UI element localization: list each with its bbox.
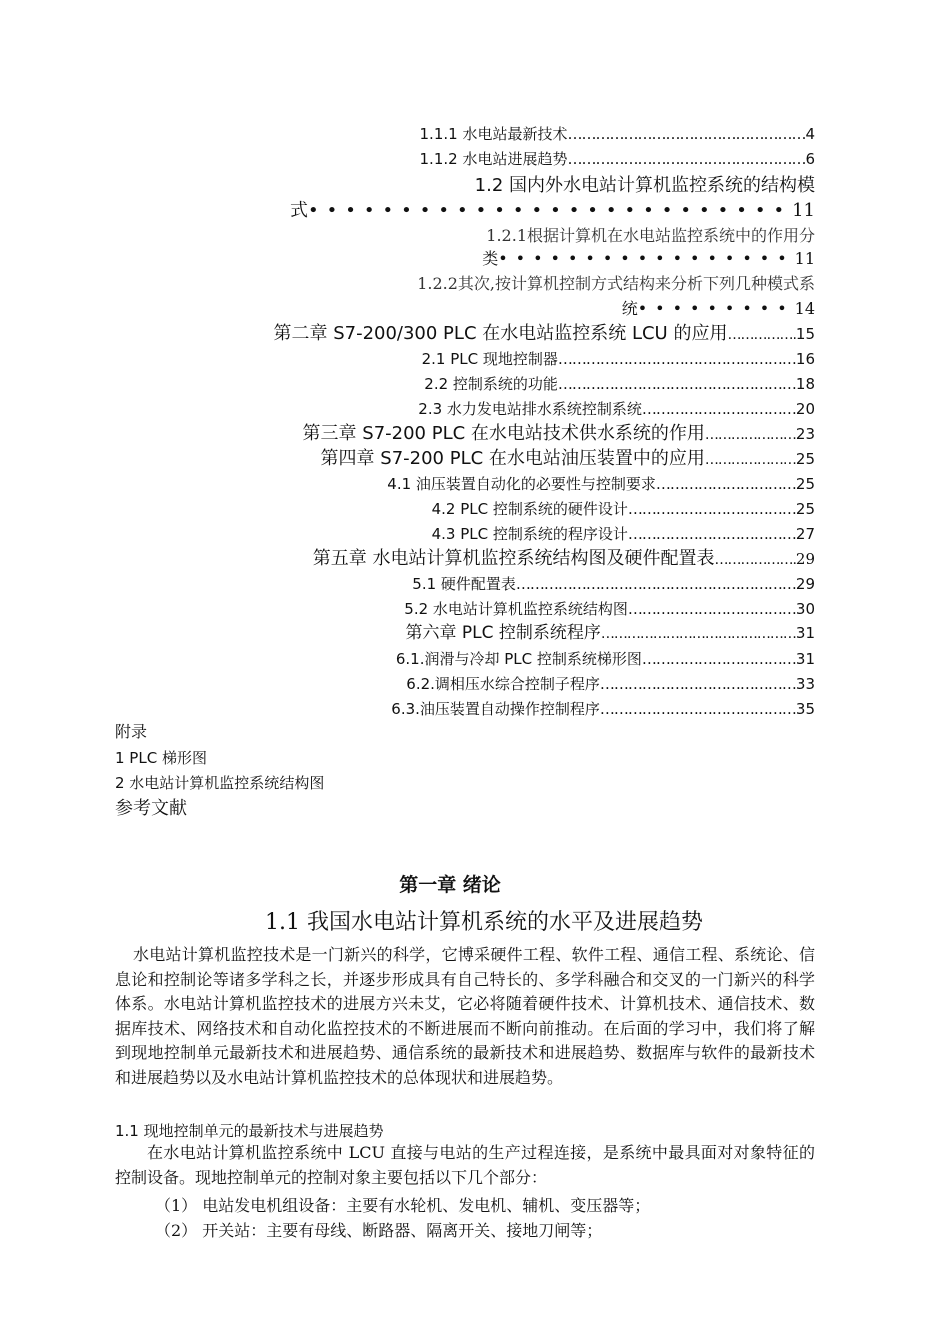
toc-entry-title: 5.1 硬件配置表 xyxy=(412,575,516,593)
toc-leader-dots: …………………………… xyxy=(641,650,796,668)
toc-leader-dots: …………………………………………… xyxy=(567,150,806,168)
toc-page-number: 11 xyxy=(794,249,815,268)
toc-page-number: 29 xyxy=(795,575,815,593)
toc-entry[interactable] xyxy=(404,599,815,619)
toc-entry[interactable] xyxy=(396,649,815,669)
toc-leader-dots: •••••••••••••••••••••••••• xyxy=(308,200,793,221)
subsection-paragraph: 在水电站计算机监控系统中 LCU 直接与电站的生产过程连接，是系统中最具面对对象特征的控制设备。现地控制单元的控制对象主要包括以下几个部分： xyxy=(115,1143,815,1187)
toc-chapter-entry[interactable] xyxy=(313,547,815,572)
toc-leader-dots: ••••••••••••••••• xyxy=(498,249,795,268)
toc-entry[interactable] xyxy=(412,574,815,594)
list-item: （1） 电站发电机组设备：主要有水轮机、发电机、辅机、变压器等； xyxy=(155,1196,651,1215)
toc-entry-title: 4.3 PLC 控制系统的程序设计 xyxy=(431,525,628,543)
toc-leader-dots: …………………………………………… xyxy=(557,350,796,368)
toc-leader-dots: ……………………………… xyxy=(627,500,796,518)
toc-page-number: 33 xyxy=(795,675,815,693)
toc-page-number: 23 xyxy=(795,425,815,443)
toc-entry[interactable] xyxy=(432,499,815,519)
toc-entry-title: 6.3.油压装置自动操作控制程序 xyxy=(391,700,600,718)
toc-page-number: 31 xyxy=(795,624,815,642)
toc-entry-title: 类 xyxy=(482,249,499,268)
toc-leader-dots: ……………. xyxy=(727,327,796,343)
toc-chapter-entry[interactable] xyxy=(303,422,815,447)
toc-entry-title: 统 xyxy=(621,299,638,318)
toc-entry-title: 第三章 S7-200 PLC 在水电站技术供水系统的作用 xyxy=(302,423,705,444)
toc-entry[interactable] xyxy=(420,124,815,144)
toc-leader-dots: …………………………………………………… xyxy=(515,575,796,593)
toc-leader-dots: ………………………… xyxy=(655,475,796,493)
appendix-item[interactable]: 1 PLC 梯形图 xyxy=(115,749,207,767)
list-item: （2） 开关站：主要有母线、断路器、隔离开关、接地刀闸等； xyxy=(155,1221,603,1240)
toc-entry[interactable] xyxy=(420,149,815,169)
toc-entry-title: 6.2.调相压水综合控制子程序 xyxy=(406,675,600,693)
toc-leader-dots: ………………… xyxy=(704,427,796,443)
toc-entry-continued[interactable] xyxy=(622,299,815,319)
toc-leader-dots: …………………………………………… xyxy=(567,125,806,143)
toc-entry-title: 6.1.润滑与冷却 PLC 控制系统梯形图 xyxy=(395,650,642,668)
toc-leader-dots: ………………. xyxy=(714,552,796,568)
toc-entry[interactable] xyxy=(418,399,815,419)
toc-page-number: 15 xyxy=(795,325,815,343)
toc-chapter-entry[interactable] xyxy=(406,623,816,644)
toc-page-number: 25 xyxy=(795,475,815,493)
toc-leader-dots: …………………………………… xyxy=(599,700,796,718)
toc-chapter-entry[interactable] xyxy=(321,447,815,472)
appendix-item[interactable]: 2 水电站计算机监控系统结构图 xyxy=(115,774,325,792)
toc-entry-title: 1.1.2 水电站进展趋势 xyxy=(419,150,568,168)
toc-page-number: 31 xyxy=(795,650,815,668)
toc-leader-dots: ……………………………………… xyxy=(600,626,796,642)
toc-entry[interactable] xyxy=(417,274,815,294)
toc-leader-dots: ……………………………… xyxy=(627,600,796,618)
toc-entry-title: 式 xyxy=(290,200,309,221)
toc-entry-title: 2.3 水力发电站排水系统控制系统 xyxy=(418,400,642,418)
toc-entry-title: 4.1 油压装置自动化的必要性与控制要求 xyxy=(387,475,656,493)
toc-leader-dots: ……………………………… xyxy=(627,525,796,543)
toc-entry-title: 5.2 水电站计算机监控系统结构图 xyxy=(404,600,628,618)
chapter-title: 第一章 绪论 xyxy=(399,874,501,896)
toc-leader-dots: …………………………… xyxy=(641,400,796,418)
toc-entry-title: 第二章 S7-200/300 PLC 在水电站监控系统 LCU 的应用 xyxy=(273,323,728,344)
toc-chapter-entry[interactable] xyxy=(273,322,815,347)
toc-entry-title: 1.2.2其次,按计算机控制方式结构来分析下列几种模式系 xyxy=(417,274,815,293)
toc-page-number: 18 xyxy=(795,375,815,393)
toc-entry-title: 1.2.1根据计算机在水电站监控系统中的作用分 xyxy=(486,226,815,245)
toc-entry[interactable] xyxy=(422,349,815,369)
toc-page-number: 35 xyxy=(795,700,815,718)
toc-entry-title: 第五章 水电站计算机监控系统结构图及硬件配置表 xyxy=(312,548,715,569)
toc-page-number: 27 xyxy=(795,525,815,543)
section-title: 1.1 我国水电站计算机系统的水平及进展趋势 xyxy=(265,910,703,935)
toc-page-number: 29 xyxy=(795,550,815,568)
toc-page-number: 11 xyxy=(792,200,815,221)
toc-entry-continued[interactable] xyxy=(482,249,815,269)
subsection-title: 1.1 现地控制单元的最新技术与进展趋势 xyxy=(115,1122,384,1140)
toc-page-number: 20 xyxy=(795,400,815,418)
toc-entry[interactable] xyxy=(387,474,815,494)
toc-page-number: 25 xyxy=(795,450,815,468)
toc-entry-title: 第四章 S7-200 PLC 在水电站油压装置中的应用 xyxy=(320,448,705,469)
appendix-heading: 附录 xyxy=(115,722,148,741)
toc-entry-title: 第六章 PLC 控制系统程序 xyxy=(405,623,601,643)
toc-leader-dots: …………………………………… xyxy=(599,675,796,693)
toc-entry[interactable] xyxy=(424,374,815,394)
intro-paragraph: 水电站计算机监控技术是一门新兴的科学，它博采硬件工程、软件工程、通信工程、系统论、信息论和控制论等诸多学科之长，并逐步形成具有自己特长的、多学科融合和交叉的一门新兴的科学体系。水电站计算机监控技术的进展方兴未艾，它必将随着硬件技术、计算机技术、通信技术、数据库技术、网络技术和自动化监控技术的不断进展而不断向前推动。在后面的学习中，我们将了解到现地控制单元最新技术和进展趋势、通信系统的最新技术和进展趋势、数据库与软件的最新技术和进展趋势以及水电站计算机监控技术的总体现状和进展趋势。 xyxy=(115,945,815,1087)
toc-page-number: 25 xyxy=(795,500,815,518)
toc-entry[interactable] xyxy=(486,226,815,246)
toc-leader-dots: ••••••••• xyxy=(637,299,795,318)
toc-entry-continued[interactable] xyxy=(290,199,815,223)
toc-entry[interactable] xyxy=(432,524,815,544)
toc-page-number: 30 xyxy=(795,600,815,618)
toc-entry[interactable] xyxy=(406,674,815,694)
toc-page-number: 4 xyxy=(805,125,815,143)
toc-entry-title: 2.2 控制系统的功能 xyxy=(424,375,558,393)
toc-leader-dots: ………………… xyxy=(704,452,796,468)
toc-entry[interactable] xyxy=(391,699,815,719)
toc-entry[interactable] xyxy=(475,174,815,198)
toc-entry-title: 2.1 PLC 现地控制器 xyxy=(421,350,558,368)
toc-entry-title: 4.2 PLC 控制系统的硬件设计 xyxy=(431,500,628,518)
toc-page-number: 6 xyxy=(805,150,815,168)
toc-page-number: 14 xyxy=(794,299,815,318)
references-heading[interactable]: 参考文献 xyxy=(115,798,187,819)
toc-leader-dots: …………………………………………… xyxy=(557,375,796,393)
toc-entry-title: 1.1.1 水电站最新技术 xyxy=(419,125,568,143)
toc-page-number: 16 xyxy=(795,350,815,368)
toc-entry-title: 1.2 国内外水电站计算机监控系统的结构模 xyxy=(474,175,815,196)
